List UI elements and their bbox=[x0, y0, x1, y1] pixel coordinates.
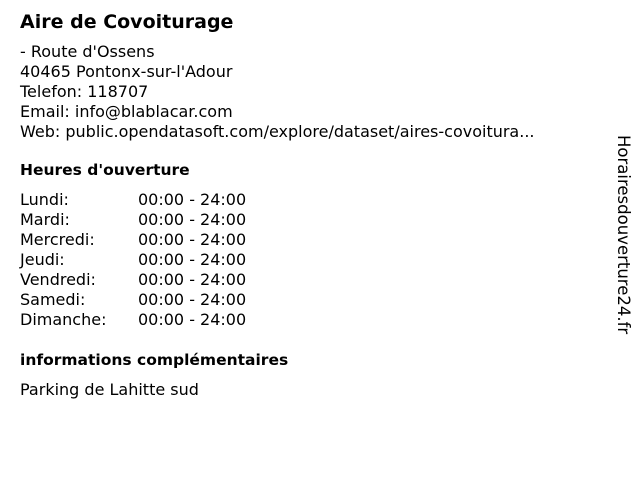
brand-watermark bbox=[612, 135, 636, 370]
hours-table bbox=[20, 190, 600, 330]
place-card bbox=[20, 10, 600, 400]
hours-time: 00:00 - 24:00 bbox=[138, 210, 247, 229]
address-block bbox=[20, 42, 600, 142]
web-line: Web: public.opendatasoft.com/explore/dataset/aires-covoitura... bbox=[20, 122, 535, 141]
hours-day: Mercredi: bbox=[20, 230, 95, 249]
hours-row-jeudi bbox=[20, 250, 600, 270]
hours-time: 00:00 - 24:00 bbox=[138, 250, 247, 269]
hours-row-mercredi bbox=[20, 230, 600, 250]
hours-day: Lundi: bbox=[20, 190, 69, 209]
hours-row-vendredi bbox=[20, 270, 600, 290]
hours-time: 00:00 - 24:00 bbox=[138, 270, 247, 289]
hours-row-dimanche bbox=[20, 310, 600, 330]
extra-info-text: Parking de Lahitte sud bbox=[20, 380, 199, 399]
hours-heading: Heures d'ouverture bbox=[20, 161, 190, 179]
email-line: Email: info@blablacar.com bbox=[20, 102, 233, 121]
phone-line: Telefon: 118707 bbox=[20, 82, 149, 101]
extra-info-heading: informations complémentaires bbox=[20, 351, 289, 369]
address-street: - Route d'Ossens bbox=[20, 42, 155, 61]
place-title: Aire de Covoiturage bbox=[20, 11, 234, 33]
hours-row-samedi bbox=[20, 290, 600, 310]
hours-day: Vendredi: bbox=[20, 270, 96, 289]
hours-day: Mardi: bbox=[20, 210, 70, 229]
hours-time: 00:00 - 24:00 bbox=[138, 190, 247, 209]
hours-time: 00:00 - 24:00 bbox=[138, 310, 247, 329]
brand-vertical-text: Horairesdouverture24.fr bbox=[614, 135, 633, 335]
hours-day: Dimanche: bbox=[20, 310, 107, 329]
hours-time: 00:00 - 24:00 bbox=[138, 230, 247, 249]
hours-day: Jeudi: bbox=[20, 250, 65, 269]
hours-day: Samedi: bbox=[20, 290, 86, 309]
address-city: 40465 Pontonx-sur-l'Adour bbox=[20, 62, 233, 81]
hours-row-mardi bbox=[20, 210, 600, 230]
hours-row-lundi bbox=[20, 190, 600, 210]
hours-time: 00:00 - 24:00 bbox=[138, 290, 247, 309]
